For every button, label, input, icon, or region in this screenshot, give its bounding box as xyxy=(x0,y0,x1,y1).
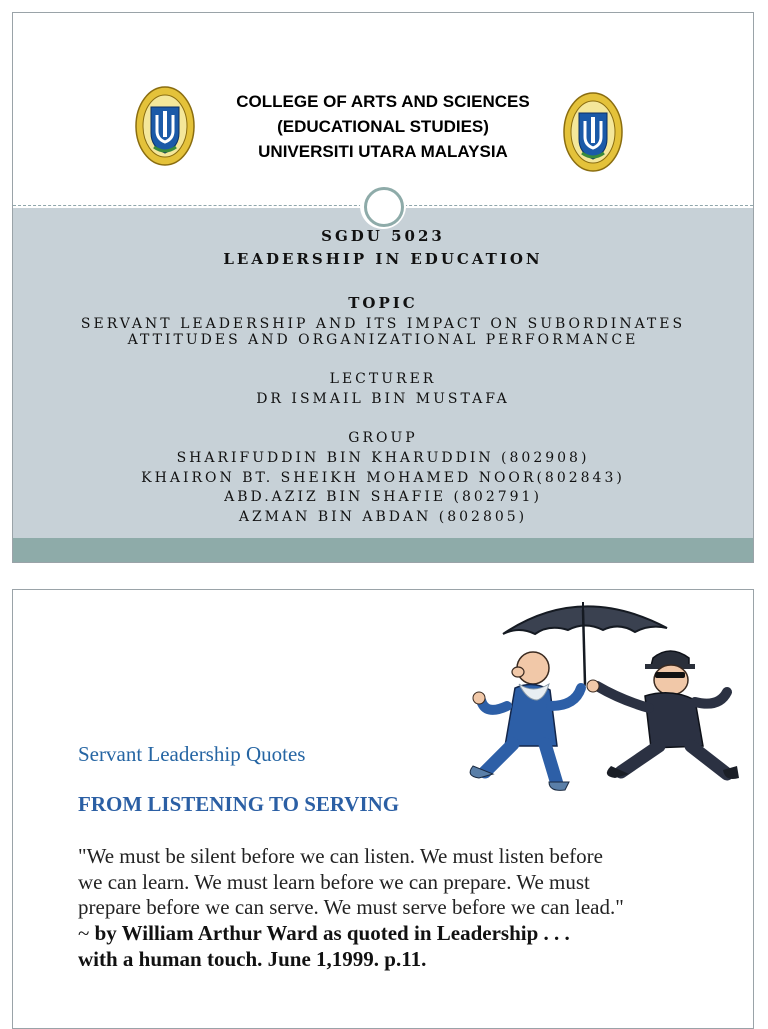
course-name: LEADERSHIP IN EDUCATION xyxy=(223,250,543,268)
group-member: ABD.AZIZ BIN SHAFIE (802791) xyxy=(224,489,542,505)
attribution-line: by William Arthur Ward as quoted in Leadership . . . xyxy=(94,921,570,945)
topic-line: ATTITUDES AND ORGANIZATIONAL PERFORMANCE xyxy=(127,332,639,348)
quote-line: "We must be silent before we can listen. We must listen before xyxy=(78,844,603,868)
quote-slide xyxy=(12,589,754,1029)
group-member: SHARIFUDDIN BIN KHARUDDIN (802908) xyxy=(176,450,590,466)
college-line: UNIVERSITI UTARA MALAYSIA xyxy=(258,142,508,161)
footer-band xyxy=(13,538,753,563)
quote-text xyxy=(78,844,718,921)
college-line: (EDUCATIONAL STUDIES) xyxy=(277,117,489,136)
quote-attribution xyxy=(78,921,718,972)
group-member: AZMAN BIN ABDAN (802805) xyxy=(238,509,528,525)
college-line: COLLEGE OF ARTS AND SCIENCES xyxy=(236,92,530,111)
topic-label: TOPIC xyxy=(348,294,418,312)
group-member: KHAIRON BT. SHEIKH MOHAMED NOOR(802843) xyxy=(141,470,625,486)
lecturer-name: DR ISMAIL BIN MUSTAFA xyxy=(256,391,510,407)
topic-line: SERVANT LEADERSHIP AND ITS IMPACT ON SUBORDINATES xyxy=(80,316,686,332)
quote-line: prepare before we can serve. We must serve before we can lead." xyxy=(78,895,624,919)
umbrella-cartoon-icon xyxy=(445,596,745,796)
group-label: GROUP xyxy=(348,430,418,446)
quote-line: we can learn. We must learn before we can prepare. We must xyxy=(78,869,590,894)
course-code: SGDU 5023 xyxy=(321,227,445,245)
lecturer-label: LECTURER xyxy=(329,371,437,387)
quote-heading: FROM LISTENING TO SERVING xyxy=(78,792,400,816)
attribution-prefix: ~ xyxy=(78,921,95,945)
college-header xyxy=(13,89,753,164)
section-title: Servant Leadership Quotes xyxy=(78,742,306,766)
attribution-line: with a human touch. June 1,1999. p.11. xyxy=(78,946,427,971)
title-slide xyxy=(12,12,754,563)
ring-icon xyxy=(364,187,404,227)
